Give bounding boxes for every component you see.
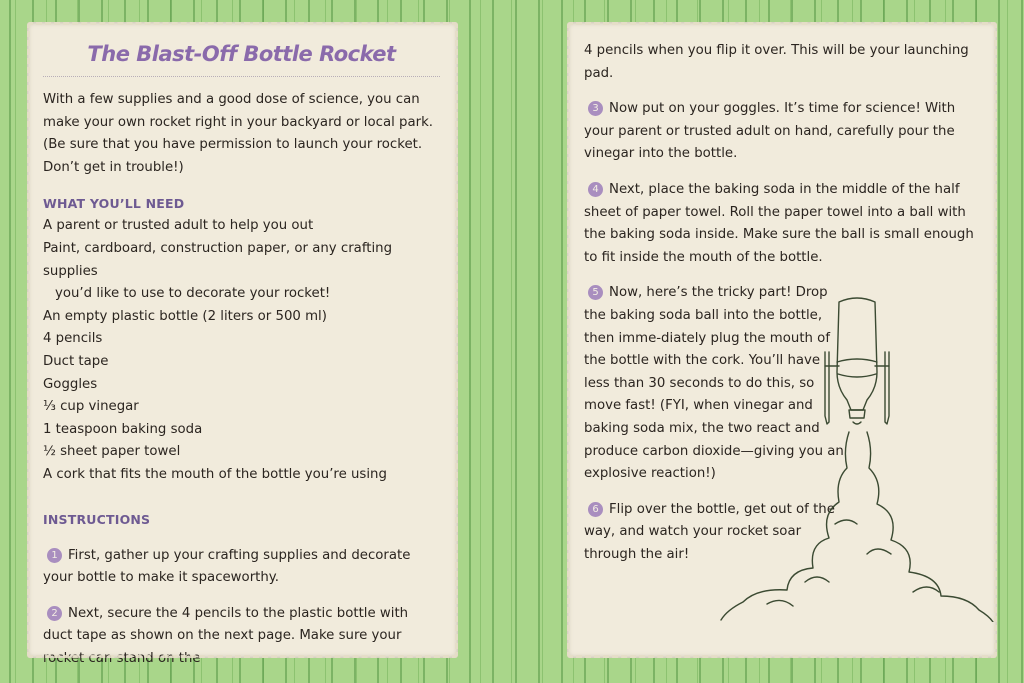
intro-paragraph: With a few supplies and a good dose of science, you can make your own rocket right in your backyard or local park. (Be sure that you have permission to launch your rocket. Don’t get in trouble!) xyxy=(43,92,433,175)
left-page xyxy=(27,22,458,666)
step-text: Now, here’s the tricky part! Drop the baking soda ball into the bottle, then imme-diately plug the mouth of the bottle with the cork. You’ll have less than 30 seconds to do this, so move fast! (FYI, when vinegar and baking soda mix, the two react and produce carbon dioxide—giving you an explosive reaction!) xyxy=(584,285,844,482)
step-number-badge: 1 xyxy=(47,548,62,563)
step-4 xyxy=(584,179,979,269)
supply-item: ½ sheet paper towel xyxy=(43,444,181,460)
supply-item: ⅓ cup vinegar xyxy=(43,399,139,415)
step-text: First, gather up your crafting supplies and decorate your bottle to make it spaceworthy. xyxy=(43,547,411,586)
step-text: Next, place the baking soda in the middle of the half sheet of paper towel. Roll the paper towel into a ball with the baking soda inside. Make sure the ball is small enough to fit inside the mouth of the bottle. xyxy=(584,181,974,265)
step-2-continuation: 4 pencils when you flip it over. This will be your launching pad. xyxy=(584,43,969,81)
supply-item: Duct tape xyxy=(43,353,109,369)
rocket-illustration xyxy=(717,292,997,622)
step-2 xyxy=(43,603,440,671)
step-1 xyxy=(43,545,440,590)
step-number-badge: 3 xyxy=(588,101,603,116)
supplies-list xyxy=(43,215,440,486)
right-page xyxy=(567,22,997,658)
step-3 xyxy=(584,98,979,166)
step-number-badge: 6 xyxy=(588,502,603,517)
supply-item: you’d like to use to decorate your rocket! xyxy=(55,286,331,302)
step-text: Flip over the bottle, get out of the way, and watch your rocket soar through the air! xyxy=(584,501,835,562)
step-text: Now put on your goggles. It’s time for science! With your parent or trusted adult on hand, carefully pour the vinegar into the bottle. xyxy=(584,101,956,162)
supply-item: An empty plastic bottle (2 liters or 500 ml) xyxy=(43,308,327,324)
supply-item: Paint, cardboard, construction paper, or any crafting supplies xyxy=(43,240,393,279)
supplies-heading: WHAT YOU’LL NEED xyxy=(43,196,185,212)
supply-item: A cork that fits the mouth of the bottle you’re using xyxy=(43,466,387,482)
page-title: The Blast-Off Bottle Rocket xyxy=(43,42,440,77)
step-number-badge: 4 xyxy=(588,182,603,197)
supply-item: 4 pencils xyxy=(43,331,103,347)
supply-item: Goggles xyxy=(43,376,98,392)
instructions-heading: INSTRUCTIONS xyxy=(43,511,151,527)
supply-item: 1 teaspoon baking soda xyxy=(43,421,203,437)
step-number-badge: 2 xyxy=(47,606,62,621)
step-number-badge: 5 xyxy=(588,285,603,300)
step-text: Next, secure the 4 pencils to the plastic bottle with duct tape as shown on the next page. Make sure your rocket can stand on the xyxy=(43,605,409,666)
supply-item: A parent or trusted adult to help you out xyxy=(43,218,314,234)
